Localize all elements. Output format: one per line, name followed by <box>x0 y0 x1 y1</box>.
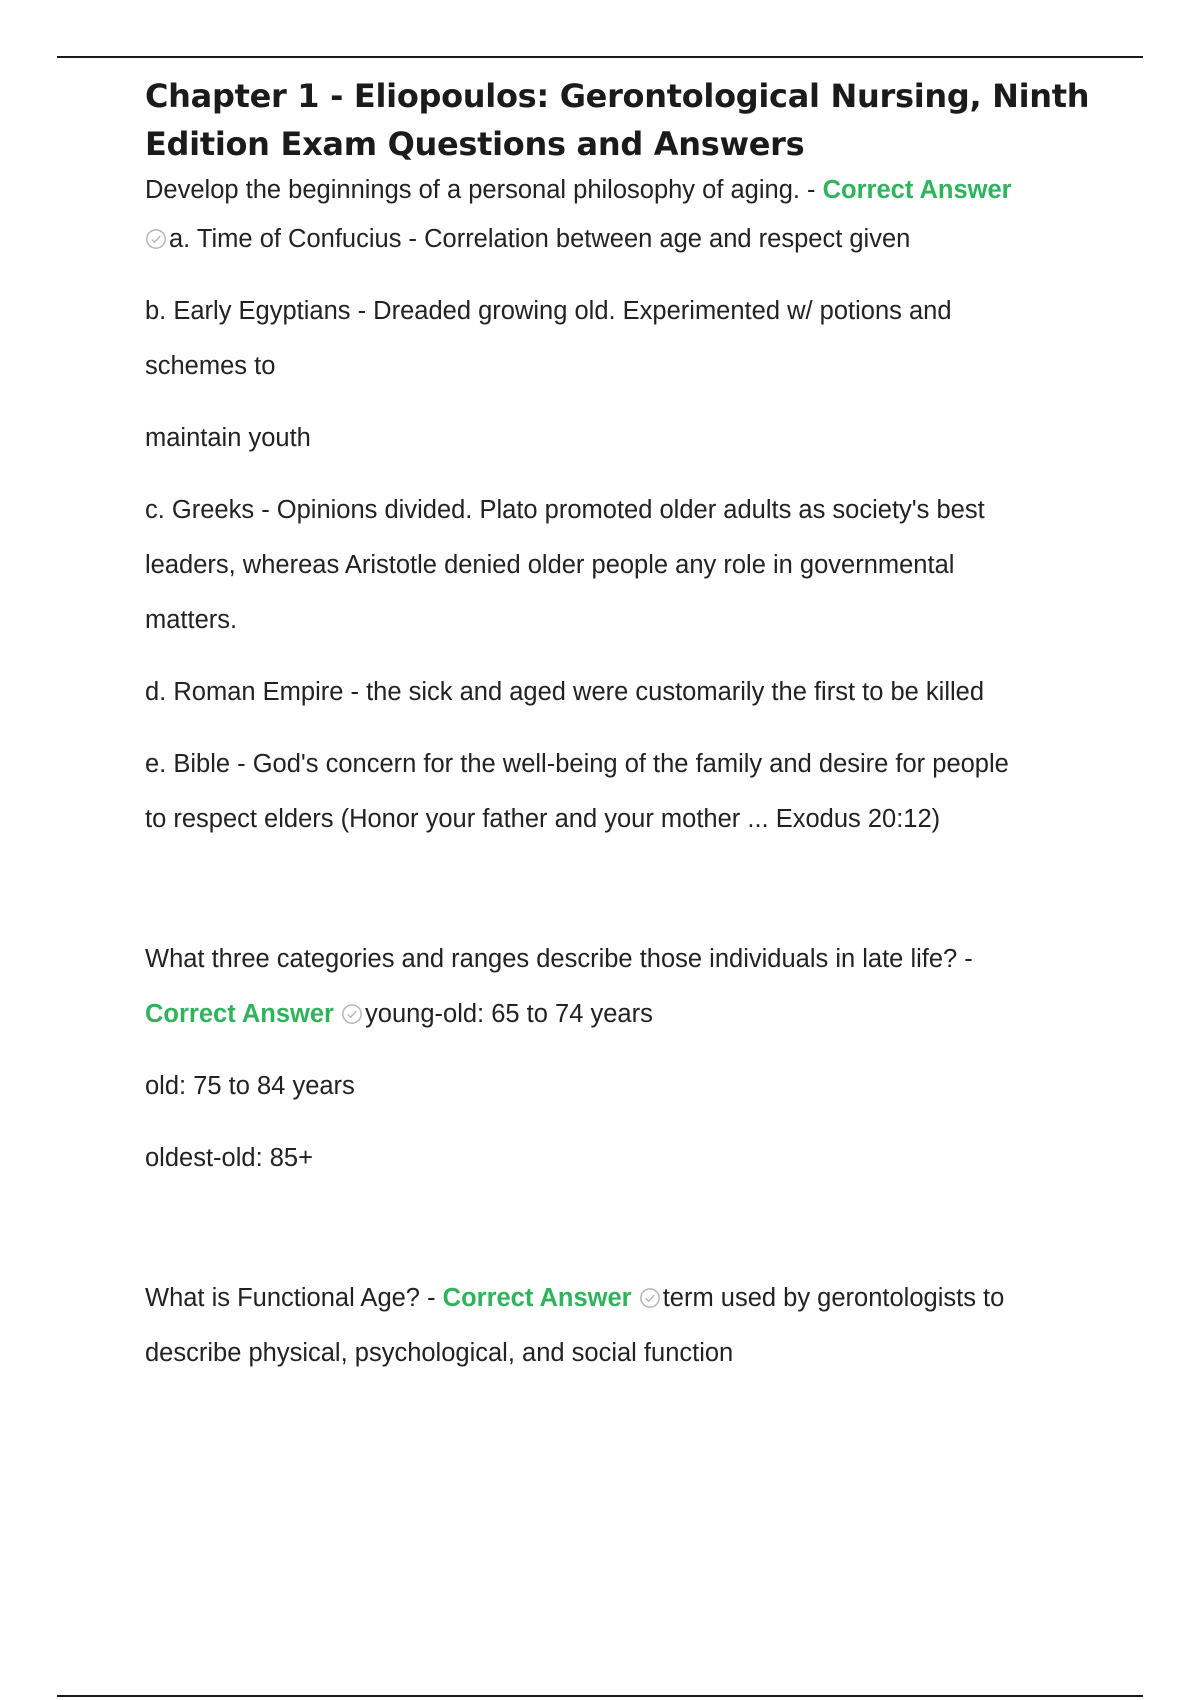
correct-answer-label: Correct Answer <box>442 1284 632 1312</box>
answer-1-line-e1: e. Bible - God's concern for the well-being of the family and desire for people <box>145 750 1009 778</box>
answer-1-line-b2: schemes to <box>145 352 276 380</box>
top-rule <box>57 56 1143 58</box>
qa-block-1 <box>145 168 1095 847</box>
answer-1-line-e2: to respect elders (Honor your father and your mother ... Exodus 20:12) <box>145 805 941 833</box>
answer-2-line-2: old: 75 to 84 years <box>145 1072 355 1100</box>
check-circle-icon <box>145 228 167 250</box>
correct-answer-label: Correct Answer <box>822 176 1012 204</box>
question-3: What is Functional Age? - Correct Answer term used by gerontologists to <box>145 1284 1005 1312</box>
answer-1-line-a: a. Time of Confucius - Correlation between age and respect given <box>145 212 1095 267</box>
title-line-2: Edition Exam Questions and Answers <box>145 125 805 163</box>
answer-1-line-b3: maintain youth <box>145 424 311 452</box>
answer-3-line-2: describe physical, psychological, and social function <box>145 1339 734 1367</box>
check-circle-icon <box>341 1003 363 1025</box>
answer-1-line-b1: b. Early Egyptians - Dreaded growing old. Experimented w/ potions and <box>145 297 952 325</box>
answer-1-line-c1: c. Greeks - Opinions divided. Plato promoted older adults as society's best <box>145 496 985 524</box>
qa-block-3 <box>145 1271 1095 1381</box>
document-page <box>145 72 1095 1381</box>
bottom-rule <box>57 1695 1143 1697</box>
title-line-1: Chapter 1 - Eliopoulos: Gerontological Nursing, Ninth <box>145 77 1090 115</box>
answer-2-line-1: Correct Answer young-old: 65 to 74 years <box>145 1000 653 1028</box>
document-title <box>145 72 1095 168</box>
answer-1-line-c2: leaders, whereas Aristotle denied older people any role in governmental <box>145 551 955 579</box>
answer-1-line-c3: matters. <box>145 606 238 634</box>
check-circle-icon <box>639 1287 661 1309</box>
answer-2-line-3: oldest-old: 85+ <box>145 1144 313 1172</box>
correct-answer-label: Correct Answer <box>145 1000 334 1028</box>
question-1: Develop the beginnings of a personal philosophy of aging. - Correct Answer <box>145 176 1012 204</box>
answer-1-line-d: d. Roman Empire - the sick and aged were customarily the first to be killed <box>145 678 985 706</box>
qa-block-2 <box>145 932 1095 1186</box>
question-2: What three categories and ranges describe those individuals in late life? - <box>145 945 973 973</box>
